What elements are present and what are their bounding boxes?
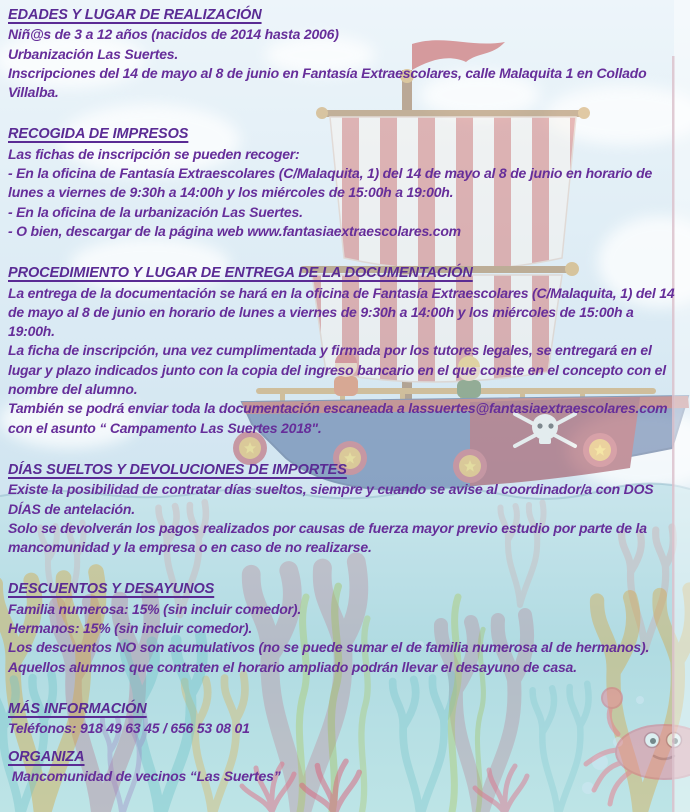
paragraph: Urbanización Las Suertes. xyxy=(8,45,179,62)
section-heading: RECOGIDA DE IMPRESOS xyxy=(8,126,189,143)
section-heading: DÍAS SUELTOS Y DEVOLUCIONES DE IMPORTES xyxy=(8,461,347,478)
section-organiza xyxy=(8,748,684,787)
section-recogida-impresos xyxy=(8,125,684,241)
section-dias-sueltos xyxy=(8,461,684,557)
paragraph: Las fichas de inscripción se pueden recoger: xyxy=(8,145,300,162)
paragraph: Teléfonos: 918 49 63 45 / 656 53 08 01 xyxy=(8,720,250,737)
paragraph: La entrega de la documentación se hará en la oficina de Fantasía Extraescolares (C/Malaquita, 1) del 14 de mayo al 8 de junio en horario de lunes a viernes de 9:30h a 14:00h y los miércoles de 15:00h a 19:00h. xyxy=(8,284,679,340)
paragraph: Familia numerosa: 15% (sin incluir comedor). xyxy=(8,600,302,617)
paragraph: - O bien, descargar de la página web www.fantasiaextraescolares.com xyxy=(8,222,461,239)
section-heading: DESCUENTOS Y DESAYUNOS xyxy=(8,581,215,598)
paragraph: Los descuentos NO son acumulativos (no se puede sumar el de familia numerosa al de hermanos). xyxy=(8,639,650,656)
section-heading: EDADES Y LUGAR DE REALIZACIÓN xyxy=(8,7,262,23)
section-heading: PROCEDIMIENTO Y LUGAR DE ENTREGA DE LA DOCUMENTACIÓN xyxy=(8,265,473,282)
paragraph: Solo se devolverán los pagos realizados por causas de fuerza mayor previo estudio por parte de la mancomunidad y la empresa o en caso de no realizarse. xyxy=(8,519,651,556)
paragraph: Existe la posibilidad de contratar días sueltos, siempre y cuando se avise al coordinador/a con DOS DÍAS de antelación. xyxy=(8,481,658,517)
paragraph: - En la oficina de Fantasía Extraescolares (C/Malaquita, 1) del 14 de mayo al 8 de junio en horario de lunes a viernes de 9:30h a 14:00h y los miércoles de 15:00h a 19:00h. xyxy=(8,165,656,201)
section-descuentos-desayunos xyxy=(8,580,684,676)
paragraph: Niñ@s de 3 a 12 años (nacidos de 2014 hasta 2006) xyxy=(8,26,339,43)
paragraph: También se podrá enviar toda la documentación escaneada a lassuertes@fantasiaextraescolares.com con el asunto “ Campamento Las Suertes 2018". xyxy=(8,400,672,436)
paragraph: La ficha de inscripción, una vez cumplimentada y firmada por los tutores legales, se entregará en el lugar y plazo indicados junto con la copia del ingreso bancario en el que conste en el concepto con el nombre del alumno. xyxy=(8,342,670,398)
paragraph: Inscripciones del 14 de mayo al 8 de junio en Fantasía Extraescolares, calle Malaquita 1 en Collado Villalba. xyxy=(8,64,651,101)
section-edades-y-lugar xyxy=(8,6,684,102)
paragraph: - En la oficina de la urbanización Las Suertes. xyxy=(8,203,303,220)
section-heading: ORGANIZA xyxy=(8,748,85,765)
section-procedimiento-entrega xyxy=(8,264,684,438)
section-mas-informacion xyxy=(8,700,684,739)
paragraph: Mancomunidad de vecinos “Las Suertes” xyxy=(8,767,281,784)
section-heading: MÁS INFORMACIÓN xyxy=(8,700,147,717)
paragraph: Hermanos: 15% (sin incluir comedor). xyxy=(8,620,253,637)
paragraph: Aquellos alumnos que contraten el horario ampliado podrán llevar el desayuno de casa. xyxy=(8,658,577,675)
